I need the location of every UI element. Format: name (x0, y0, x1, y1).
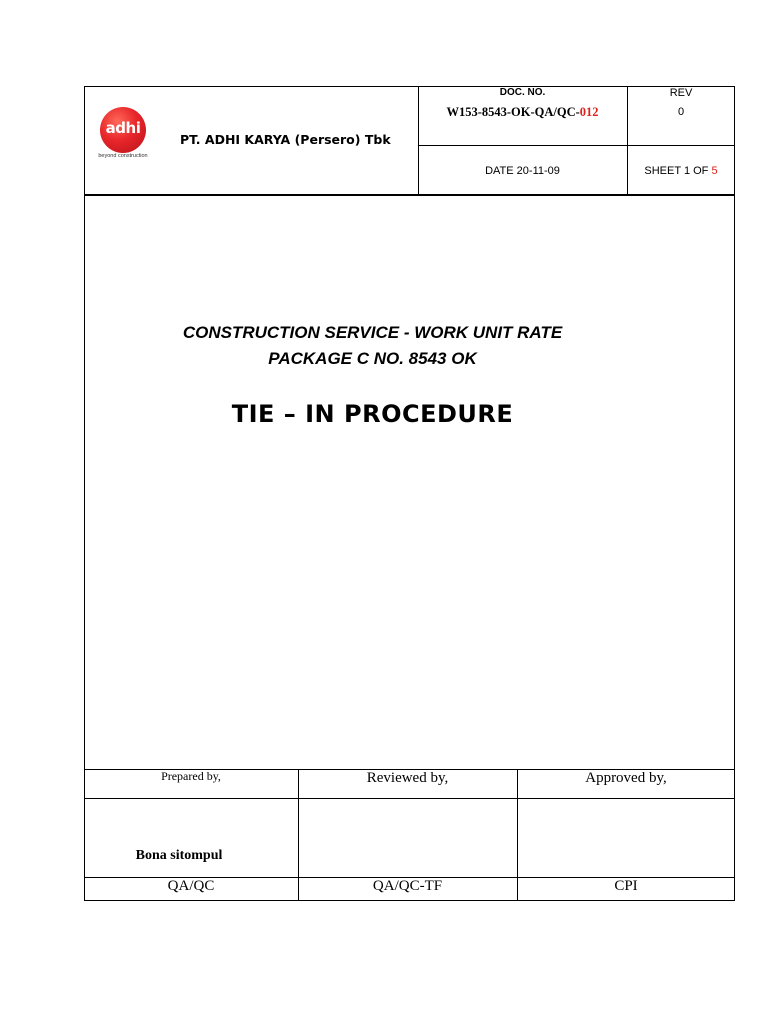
doc-number-prefix: W153-8543-OK-QA/QC- (446, 105, 580, 119)
doc-no-label: DOC. NO. (499, 87, 546, 98)
company-name: PT. ADHI KARYA (Persero) Tbk (180, 132, 391, 147)
title-line-1: CONSTRUCTION SERVICE - WORK UNIT RATE (182, 323, 563, 342)
doc-number-suffix: 012 (579, 105, 599, 119)
prepared-by-role: QA/QC (167, 878, 215, 894)
reviewed-by-role: QA/QC-TF (372, 878, 443, 894)
doc-number (418, 105, 627, 120)
logo-tagline: beyond construction (98, 153, 148, 159)
sheet-prefix: SHEET 1 OF (644, 165, 712, 177)
document-title: TIE – IN PROCEDURE (231, 400, 514, 428)
header-divider-2 (627, 86, 628, 195)
reviewed-by-label: Reviewed by, (366, 770, 449, 786)
title-line-2: PACKAGE C NO. 8543 OK (268, 349, 477, 368)
sheet-number (627, 165, 735, 177)
approved-by-label: Approved by, (585, 770, 667, 786)
sig-line-2 (84, 798, 735, 799)
logo-text: adhi (105, 119, 141, 137)
prepared-by-name: Bona sitompul (135, 848, 223, 863)
sheet-total: 5 (711, 165, 718, 177)
rev-label: REV (669, 87, 693, 99)
header-divider-1 (418, 86, 419, 195)
prepared-by-label: Prepared by, (161, 769, 221, 783)
header-bottom-line (84, 194, 735, 196)
rev-value: 0 (677, 106, 685, 118)
approved-by-role: CPI (614, 878, 638, 894)
header-divider-3 (418, 145, 735, 146)
doc-date: DATE 20-11-09 (485, 165, 560, 177)
